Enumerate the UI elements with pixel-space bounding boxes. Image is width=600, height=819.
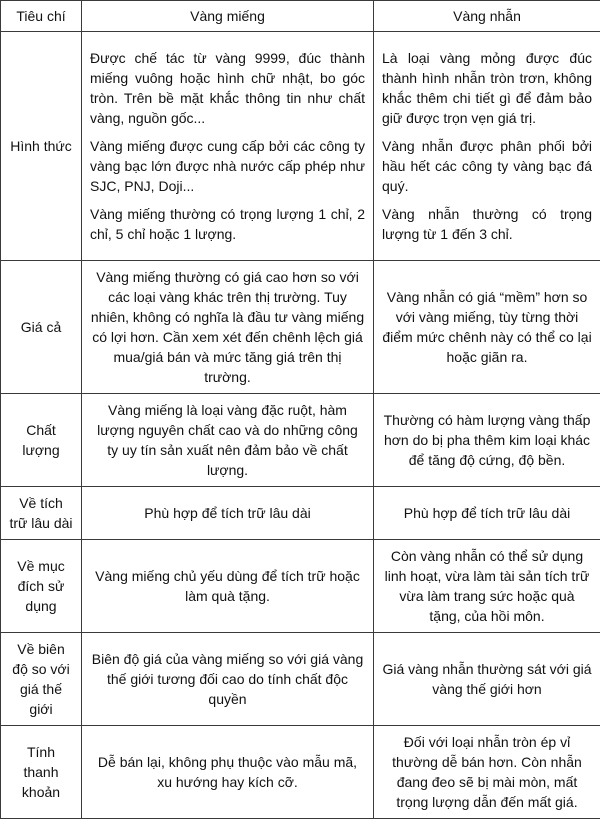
criterion-cell: Tính thanh khoản: [1, 726, 82, 819]
gold-bar-cell: Vàng miếng thường có giá cao hơn so với các loại vàng khác trên thị trường. Tuy nhiên, không có nghĩa là đầu tư vàng miếng có lợi hơn. Cần xem xét đến chênh lệch giá mua/giá bán và mức tăng giá trên thị trường.: [82, 261, 374, 394]
paragraph: Được chế tác từ vàng 9999, đúc thành miếng vuông hoặc hình chữ nhật, bo góc tròn. Trên bề mặt khắc thông tin như chất vàng, nguồn gốc...: [90, 48, 365, 128]
table-row: [1, 394, 600, 487]
gold-bar-cell: Phù hợp để tích trữ lâu dài: [82, 487, 374, 540]
criterion-cell: Về tích trữ lâu dài: [1, 487, 82, 540]
header-criterion: Tiêu chí: [1, 1, 82, 32]
criterion-cell: Chất lượng: [1, 394, 82, 487]
table-row: [1, 261, 600, 394]
paragraph: Vàng miếng được cung cấp bởi các công ty vàng bạc lớn được nhà nước cấp phép như SJC, PNJ, Doji...: [90, 136, 365, 196]
gold-ring-cell: Còn vàng nhẫn có thể sử dụng linh hoạt, vừa làm tài sản tích trữ vừa làm trang sức hoặc quà tặng, của hồi môn.: [374, 540, 600, 633]
gold-bar-cell: Vàng miếng là loại vàng đặc ruột, hàm lượng nguyên chất cao và do những công ty uy tín sản xuất nên đảm bảo về chất lượng.: [82, 394, 374, 487]
criterion-cell: Về biên độ so với giá thế giới: [1, 633, 82, 726]
header-gold-ring: Vàng nhẫn: [374, 1, 600, 32]
paragraph: Vàng nhẫn được phân phối bởi hầu hết các công ty vàng bạc đá quý.: [382, 136, 592, 196]
criterion-cell: Hình thức: [1, 32, 82, 261]
table-row: [1, 726, 600, 819]
header-row: [1, 1, 600, 32]
table-row: [1, 487, 600, 540]
gold-ring-cell: Vàng nhẫn có giá “mềm” hơn so với vàng miếng, tùy từng thời điểm mức chênh này có thể co lại hoặc giãn ra.: [374, 261, 600, 394]
gold-ring-cell: [374, 32, 600, 261]
paragraph: Vàng nhẫn thường có trọng lượng từ 1 đến 3 chỉ.: [382, 204, 592, 244]
gold-ring-cell: Thường có hàm lượng vàng thấp hơn do bị pha thêm kim loại khác để tăng độ cứng, độ bền.: [374, 394, 600, 487]
criterion-cell: Giá cả: [1, 261, 82, 394]
table-row: [1, 32, 600, 261]
gold-bar-cell: [82, 32, 374, 261]
gold-ring-cell: Giá vàng nhẫn thường sát với giá vàng thế giới hơn: [374, 633, 600, 726]
criterion-cell: Về mục đích sử dụng: [1, 540, 82, 633]
table-row: [1, 633, 600, 726]
paragraph: Vàng miếng thường có trọng lượng 1 chỉ, 2 chỉ, 5 chỉ hoặc 1 lượng.: [90, 204, 365, 244]
gold-bar-cell: Dễ bán lại, không phụ thuộc vào mẫu mã, xu hướng hay kích cỡ.: [82, 726, 374, 819]
gold-ring-cell: Phù hợp để tích trữ lâu dài: [374, 487, 600, 540]
gold-ring-cell: Đối với loại nhẫn tròn ép vỉ thường dễ bán hơn. Còn nhẫn đang đeo sẽ bị mài mòn, mất trọng lượng dẫn đến mất giá.: [374, 726, 600, 819]
gold-bar-cell: Vàng miếng chủ yếu dùng để tích trữ hoặc làm quà tặng.: [82, 540, 374, 633]
paragraph: Là loại vàng mỏng được đúc thành hình nhẫn tròn trơn, không khắc thêm chi tiết gì để đảm bảo giữ được trọn vẹn giá trị.: [382, 48, 592, 128]
gold-bar-cell: Biên độ giá của vàng miếng so với giá vàng thế giới tương đối cao do tính chất độc quyền: [82, 633, 374, 726]
header-gold-bar: Vàng miếng: [82, 1, 374, 32]
table-row: [1, 540, 600, 633]
